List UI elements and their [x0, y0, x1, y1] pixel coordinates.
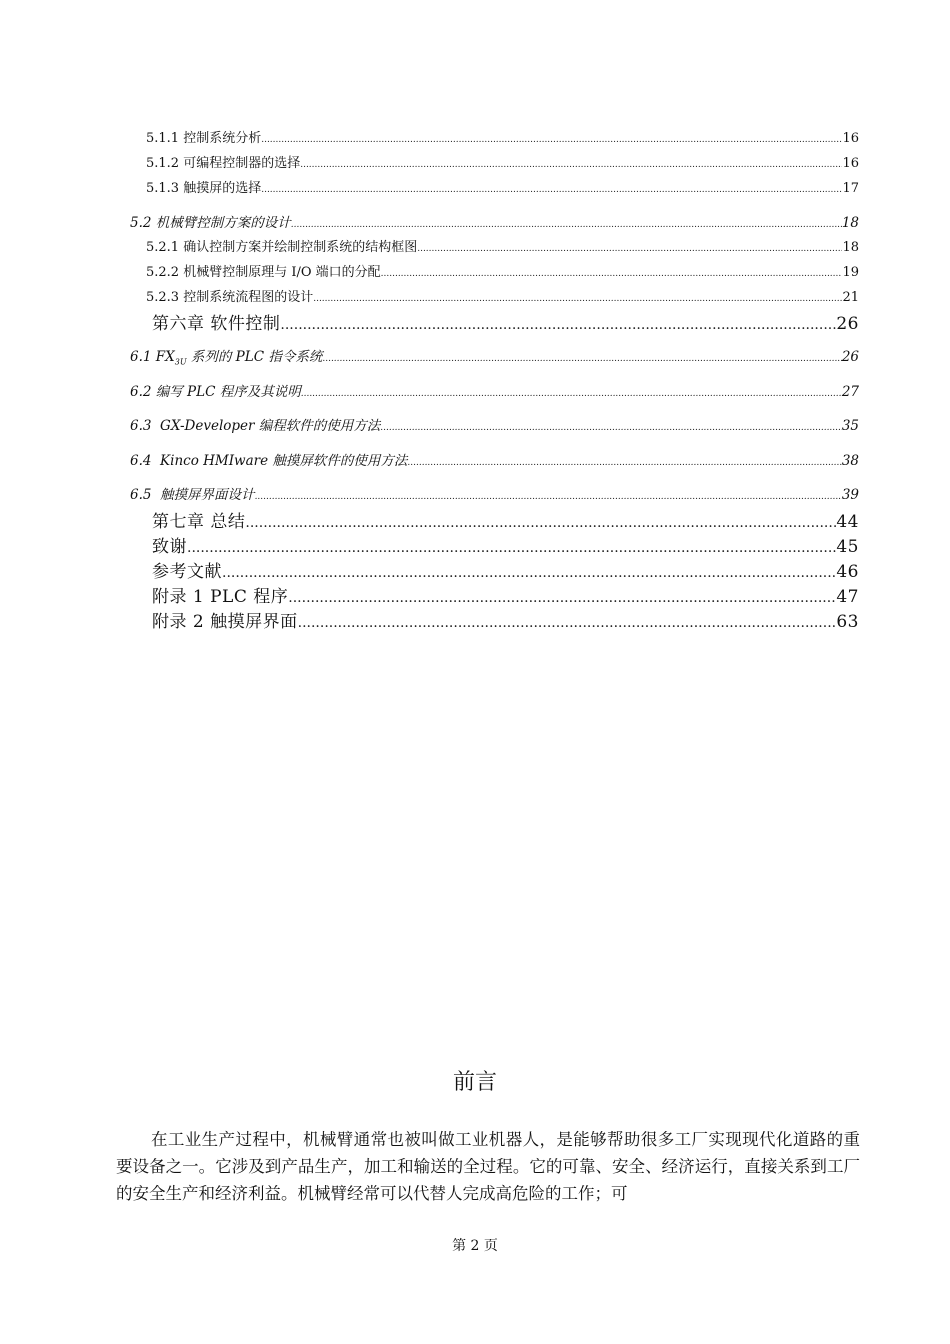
toc-label-prefix: 6.1 FX: [130, 349, 175, 365]
toc-entry-5-2[interactable]: [130, 211, 859, 231]
toc-label: 6.3 GX-Developer 编程软件的使用方法: [130, 418, 381, 434]
toc-entry-6-5[interactable]: [130, 483, 859, 503]
preface-heading: 前言: [452, 1070, 497, 1095]
toc-page-number: 63: [836, 612, 859, 632]
toc-leader: [187, 540, 836, 556]
toc-entry-6-2[interactable]: [130, 380, 859, 400]
toc-leader: [261, 135, 842, 145]
toc-leader: [313, 294, 842, 304]
toc-entry-chapter-7[interactable]: [152, 507, 859, 532]
toc-page-number: 19: [842, 265, 859, 280]
toc-leader: [255, 492, 842, 502]
toc-leader: [301, 389, 842, 399]
toc-leader: [417, 244, 842, 254]
toc-page-number: 46: [836, 562, 859, 582]
toc-entry-5-2-2[interactable]: [146, 261, 859, 280]
toc-entry-5-2-3[interactable]: [146, 286, 859, 305]
toc-leader: [261, 185, 842, 195]
toc-page-number: 39: [841, 487, 859, 503]
toc-page-number: 26: [836, 314, 859, 334]
toc-page-number: 21: [842, 290, 859, 305]
toc-entry-5-2-1[interactable]: [146, 236, 859, 255]
toc-page-number: 44: [836, 512, 859, 532]
toc-label: 5.1.2 可编程控制器的选择: [146, 156, 301, 171]
toc-label-suffix: 系列的 PLC 指令系统: [186, 349, 323, 365]
toc-page-number: 47: [836, 587, 859, 607]
toc-page-number: 16: [842, 156, 859, 171]
toc-label: 6.2 编写 PLC 程序及其说明: [130, 384, 301, 400]
toc-page-number: 16: [842, 131, 859, 146]
page-footer: 第 2 页: [452, 1238, 498, 1254]
toc-page-number: 18: [842, 240, 859, 255]
toc-leader: [288, 590, 836, 606]
toc-entry-acknowledgements[interactable]: [152, 532, 859, 557]
toc-entry-appendix-1[interactable]: [152, 582, 859, 607]
toc-leader: [222, 565, 836, 581]
toc-entry-5-1-3[interactable]: [146, 177, 859, 196]
toc-leader: [298, 615, 837, 631]
toc-label: 5.1.1 控制系统分析: [146, 131, 262, 146]
toc-label: [130, 345, 322, 367]
toc-label: 致谢: [152, 537, 187, 557]
toc-page-number: 26: [841, 349, 859, 365]
toc-label: 5.2.3 控制系统流程图的设计: [146, 290, 314, 305]
toc-entry-references[interactable]: [152, 557, 859, 582]
preface-paragraph: 在工业生产过程中，机械臂通常也被叫做工业机器人，是能够帮助很多工厂实现现代化道路的重要设备之一。它涉及到产品生产，加工和输送的全过程。它的可靠、安全、经济运行，直接关系到工厂的安全生产和经济利益。机械臂经常可以代替人完成高危险的工作；可: [116, 1130, 860, 1203]
toc-entry-5-1-2[interactable]: [146, 152, 859, 171]
toc-label: 5.2.1 确认控制方案并绘制控制系统的结构框图: [146, 240, 418, 255]
toc-label-subscript: 3U: [174, 357, 187, 367]
toc-leader: [381, 269, 843, 279]
toc-entry-chapter-6[interactable]: [152, 309, 859, 334]
toc-leader: [380, 423, 842, 433]
toc-leader: [245, 515, 836, 531]
toc-label: 参考文献: [152, 562, 222, 582]
toc-entry-6-1[interactable]: [130, 345, 859, 367]
toc-page-number: 18: [841, 215, 859, 231]
toc-label: 5.2 机械臂控制方案的设计: [130, 215, 291, 231]
toc-label: 第七章 总结: [152, 512, 246, 532]
toc-leader: [300, 160, 842, 170]
toc-label: 第六章 软件控制: [152, 314, 281, 334]
toc-page-number: 27: [841, 384, 859, 400]
toc-entry-appendix-2[interactable]: [152, 607, 859, 632]
toc-label: 6.5 触摸屏界面设计: [130, 487, 255, 503]
toc-page-number: 38: [841, 453, 859, 469]
toc-leader: [280, 317, 836, 333]
toc-leader: [291, 220, 842, 230]
toc-entry-6-3[interactable]: [130, 414, 859, 434]
toc-page-number: 17: [842, 181, 859, 196]
toc-leader: [322, 354, 841, 364]
toc-label: 附录 1 PLC 程序: [152, 587, 289, 607]
toc-entry-6-4[interactable]: [130, 449, 859, 469]
toc-label: 5.1.3 触摸屏的选择: [146, 181, 262, 196]
toc-label: 6.4 Kinco HMIware 触摸屏软件的使用方法: [130, 453, 408, 469]
toc-entry-5-1-1[interactable]: [146, 127, 859, 146]
toc-label: 5.2.2 机械臂控制原理与 I/O 端口的分配: [146, 265, 381, 280]
toc-page-number: 45: [836, 537, 859, 557]
toc-label: 附录 2 触摸屏界面: [152, 612, 298, 632]
toc-page-number: 35: [841, 418, 859, 434]
toc-leader: [407, 458, 841, 468]
